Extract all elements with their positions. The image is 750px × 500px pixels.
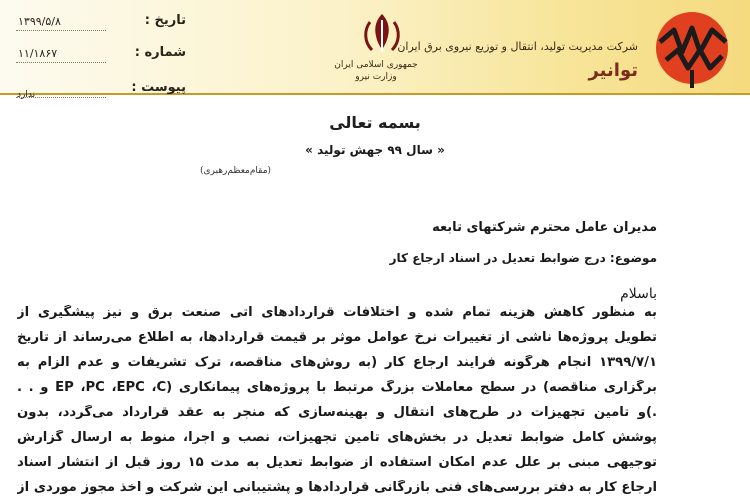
date-label: تاریخ : xyxy=(144,13,186,28)
tavanir-logo-icon xyxy=(652,8,732,90)
number-field xyxy=(16,45,186,63)
addressee: مدیران عامل محترم شرکتهای تابعه xyxy=(432,220,657,235)
attachment-field xyxy=(16,80,186,98)
gov-name: جمهوری اسلامی ایران xyxy=(334,60,418,70)
bismillah: بسمه تعالی xyxy=(329,113,421,132)
number-underline xyxy=(16,62,106,63)
number-label: شماره : xyxy=(134,45,186,60)
paragraph-line-6: پوشش کامل ضوابط تعدیل در بخش‌های تامین تجهیزات، نصب و اجرا، منوط به ارسال گزارش xyxy=(17,430,657,445)
ministry-name: وزارت نیرو xyxy=(355,72,397,82)
letterhead xyxy=(0,0,750,103)
brand-name: توانیر xyxy=(588,60,638,81)
slogan-attribution: (مقام‌معظم‌رهبری) xyxy=(200,166,272,176)
iran-emblem-icon xyxy=(360,10,404,56)
date-field xyxy=(16,13,186,31)
date-underline xyxy=(16,30,106,31)
paragraph-line-8: ارجاع کار به دفتر بررسی‌های فنی بازرگانی قراردادها و پشتیبانی این شرکت و اخذ مجوز موردی از xyxy=(17,480,657,495)
paragraph-line-1: به منظور کاهش هزینه تمام شده و اختلافات قراردادهای آتی صنعت برق و نیز پیشگیری از xyxy=(17,305,657,320)
paragraph-line-7: توجیهی مبنی بر علل عدم امکان استفاده از ضوابط تعدیل به مدت ۱۵ روز قبل از انتشار اسناد xyxy=(17,455,657,470)
company-name: شرکت مدیریت تولید، انتقال و توزیع نیروی برق ایران xyxy=(397,40,638,53)
greeting: باسلام xyxy=(620,286,657,302)
paragraph-line-2: تطویل پروژه‌ها ناشی از تغییرات نرخ عوامل موثر بر قیمت قراردادها، به اطلاع می‌رساند از تاریخ xyxy=(17,330,657,345)
subject-line: موضوع: درج ضوابط تعدیل در اسناد ارجاع کار xyxy=(389,251,657,265)
date-value: ۱۳۹۹/۵/۸ xyxy=(18,15,61,28)
paragraph-line-5: .)و تامین تجهیزات در طرح‌های انتقال و بهینه‌سازی که منجر به عقد قرارداد می‌گردد، بدون xyxy=(17,405,657,420)
paragraph-line-4: برگزاری مناقصه) در سطح معاملات بزرگ مرتبط با پروژه‌های پیمانکاری (EP ،PC ،EPC ،C و . . xyxy=(17,380,657,395)
paragraph-line-3: ۱۳۹۹/۷/۱ انجام هرگونه فرایند ارجاع کار (به روش‌های مناقصه، ترک تشریفات و عدم الزام به xyxy=(17,355,657,370)
attachment-label: پیوست : xyxy=(131,80,186,95)
number-value: ۱۱/۱۸۶۷ xyxy=(18,47,58,60)
attachment-value: ندارد xyxy=(17,90,36,100)
year-slogan: « سال ۹۹ جهش تولید » xyxy=(305,143,445,157)
